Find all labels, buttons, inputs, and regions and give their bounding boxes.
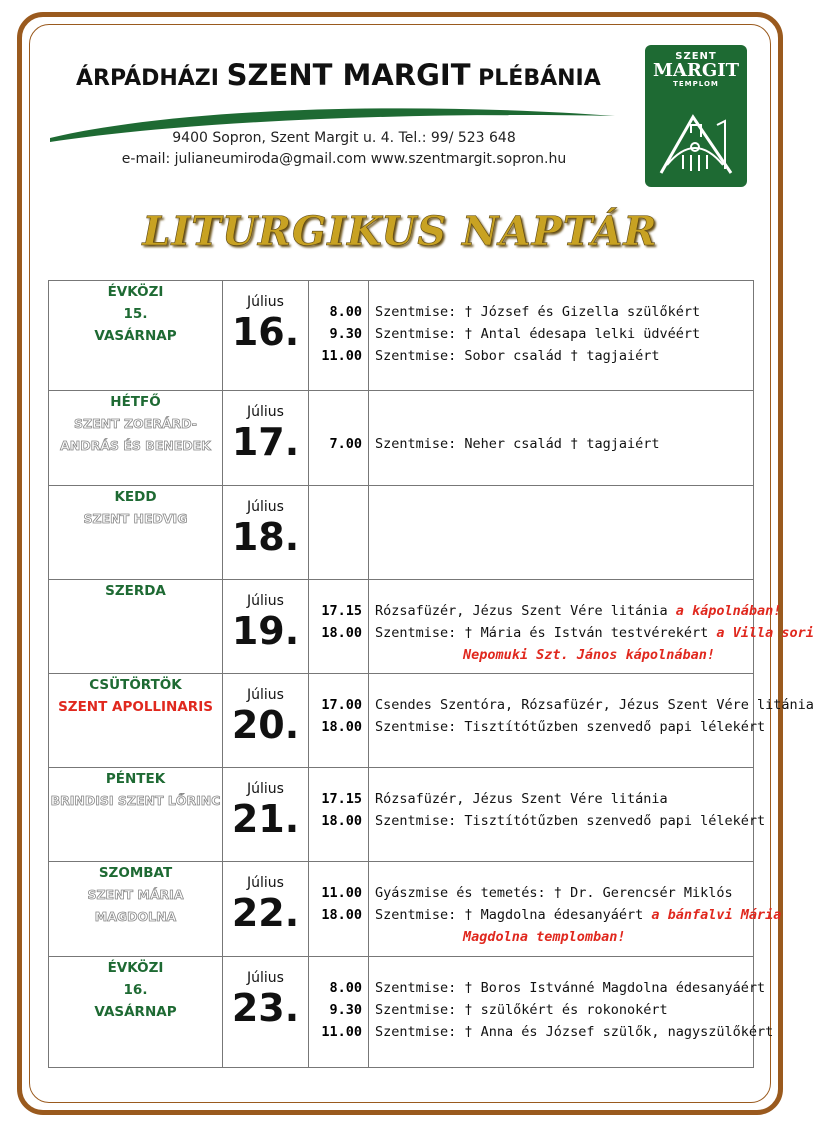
calendar-row xyxy=(49,957,754,1068)
day-name-line: MAGDOLNA xyxy=(94,909,177,924)
event-text: Gyászmise és temetés: † Dr. Gerencsér Miklós xyxy=(375,885,733,901)
event-description xyxy=(375,788,753,810)
day-name-line: KEDD xyxy=(114,489,157,505)
month-label: Július xyxy=(247,687,284,703)
times-cell xyxy=(309,486,369,580)
event-text: Rózsafüzér, Jézus Szent Vére litánia xyxy=(375,603,676,619)
day-name-line: ÉVKÖZI xyxy=(107,960,164,976)
event-description xyxy=(375,904,782,926)
event-description xyxy=(375,622,814,644)
day-number: 19. xyxy=(231,609,300,653)
day-name-cell xyxy=(49,957,223,1068)
day-number: 16. xyxy=(231,310,300,354)
mass-time: 11.00 xyxy=(321,348,362,364)
mass-time: 11.00 xyxy=(321,1024,362,1040)
location-highlight: a kápolnában! xyxy=(675,603,782,619)
mass-time: 8.00 xyxy=(329,980,362,996)
description-cell xyxy=(369,281,754,391)
description-cell xyxy=(369,957,774,1068)
day-name-cell xyxy=(49,768,223,862)
event-text: Szentmise: † Boros Istvánné Magdolna édesanyáért xyxy=(375,980,766,996)
times-cell xyxy=(309,674,369,768)
day-name-line: SZOMBAT xyxy=(98,865,173,881)
parish-name xyxy=(76,58,601,92)
event-description xyxy=(375,301,753,323)
day-name-line: 15. xyxy=(123,306,148,322)
page-title: LITURGIKUS NAPTÁR xyxy=(142,208,658,255)
month-label: Július xyxy=(247,781,284,797)
month-label: Július xyxy=(247,875,284,891)
calendar-row xyxy=(49,862,754,957)
church-drawing-icon xyxy=(655,103,737,181)
day-name-line: ÉVKÖZI xyxy=(107,284,164,300)
mass-time: 17.00 xyxy=(321,697,362,713)
contact-line: e-mail: julianeumiroda@gmail.com www.szentmargit.sopron.hu xyxy=(121,151,567,167)
mass-time: 9.30 xyxy=(329,326,362,342)
mass-time: 17.15 xyxy=(321,603,362,619)
event-text: Szentmise: Tisztítótűzben szenvedő papi lélekért xyxy=(375,813,766,829)
calendar-row xyxy=(49,674,754,768)
day-name-line: VASÁRNAP xyxy=(94,1004,177,1020)
day-name-cell xyxy=(49,486,223,580)
address-line: 9400 Sopron, Szent Margit u. 4. Tel.: 99/ 523 648 xyxy=(172,130,516,146)
mass-time: 18.00 xyxy=(321,625,362,641)
day-number: 23. xyxy=(231,986,300,1030)
date-cell xyxy=(223,768,309,862)
calendar-row xyxy=(49,281,754,391)
mass-time xyxy=(309,411,362,433)
day-name-line: CSÜTÖRTÖK xyxy=(89,677,182,693)
day-name-line: BRINDISI SZENT LŐRINC xyxy=(50,793,221,808)
mass-time: 7.00 xyxy=(329,436,362,452)
location-highlight: Nepomuki Szt. János kápolnában! xyxy=(463,647,715,663)
month-label: Július xyxy=(247,499,284,515)
day-name-line: SZENT APOLLINARIS xyxy=(58,699,213,715)
times-cell xyxy=(309,281,369,391)
event-text: Szentmise: Neher család † tagjaiért xyxy=(375,436,660,452)
mass-time: 9.30 xyxy=(329,1002,362,1018)
date-cell xyxy=(223,862,309,957)
event-description xyxy=(375,999,753,1021)
event-description xyxy=(375,433,753,455)
day-number: 21. xyxy=(231,797,300,841)
month-label: Július xyxy=(247,404,284,420)
day-name-line: SZERDA xyxy=(105,583,166,599)
mass-time: 17.15 xyxy=(321,791,362,807)
logo-text-3: TEMPLOM xyxy=(673,80,719,88)
day-name-line: SZENT ZOERÁRD- xyxy=(74,416,197,431)
description-cell xyxy=(369,862,782,957)
calendar-row xyxy=(49,580,754,674)
date-cell xyxy=(223,281,309,391)
day-number: 18. xyxy=(231,515,300,559)
event-description xyxy=(375,926,753,948)
event-description xyxy=(375,810,766,832)
calendar-row xyxy=(49,768,754,862)
day-name-cell xyxy=(49,281,223,391)
location-highlight: a Villa sori xyxy=(716,625,814,641)
event-text: Rózsafüzér, Jézus Szent Vére litánia xyxy=(375,791,668,807)
parish-name-prefix: ÁRPÁDHÁZI xyxy=(76,66,227,91)
description-cell xyxy=(369,768,766,862)
times-cell xyxy=(309,580,369,674)
event-description xyxy=(375,600,782,622)
event-text: Szentmise: † Mária és István testvérekért xyxy=(375,625,717,641)
logo-text-1: SZENT xyxy=(675,51,717,62)
event-text: Csendes Szentóra, Rózsafüzér, Jézus Szent Vére litánia xyxy=(375,697,814,713)
event-description xyxy=(375,882,753,904)
date-cell xyxy=(223,580,309,674)
event-description xyxy=(375,644,753,666)
day-name-line: SZENT MÁRIA xyxy=(87,887,184,902)
day-name-line: PÉNTEK xyxy=(105,771,166,787)
day-name-cell xyxy=(49,674,223,768)
times-cell xyxy=(309,862,369,957)
parish-name-suffix: PLÉBÁNIA xyxy=(470,66,601,91)
day-name-cell xyxy=(49,580,223,674)
parish-name-main: SZENT MARGIT xyxy=(226,58,471,92)
day-number: 20. xyxy=(231,703,300,747)
event-text: Szentmise: Tisztítótűzben szenvedő papi lélekért xyxy=(375,719,766,735)
description-cell xyxy=(369,580,814,674)
day-number: 17. xyxy=(231,420,300,464)
month-label: Július xyxy=(247,593,284,609)
calendar-row xyxy=(49,391,754,486)
times-cell xyxy=(309,768,369,862)
location-highlight: Magdolna templomban! xyxy=(463,929,626,945)
month-label: Július xyxy=(247,970,284,986)
liturgical-calendar-table xyxy=(48,280,814,1068)
event-text: Szentmise: Sobor család † tagjaiért xyxy=(375,348,660,364)
event-text: Szentmise: † Magdolna édesanyáért xyxy=(375,907,652,923)
event-description xyxy=(375,694,814,716)
mass-time: 18.00 xyxy=(321,907,362,923)
day-name-cell xyxy=(49,391,223,486)
mass-time: 11.00 xyxy=(321,885,362,901)
event-description xyxy=(375,716,766,738)
church-logo xyxy=(645,45,747,187)
date-cell xyxy=(223,391,309,486)
event-text: Szentmise: † József és Gizella szülőkért xyxy=(375,304,701,320)
day-name-cell xyxy=(49,862,223,957)
description-cell xyxy=(369,674,814,768)
location-highlight: a bánfalvi Mária xyxy=(651,907,782,923)
day-name-line: HÉTFŐ xyxy=(110,394,161,410)
description-cell xyxy=(369,486,754,580)
event-description xyxy=(375,345,753,367)
day-name-line: 16. xyxy=(123,982,148,998)
date-cell xyxy=(223,486,309,580)
event-text: Szentmise: † Antal édesapa lelki üdvéért xyxy=(375,326,701,342)
description-cell xyxy=(369,391,754,486)
month-label: Július xyxy=(247,294,284,310)
event-text: Szentmise: † Anna és József szülők, nagyszülőkért xyxy=(375,1024,774,1040)
event-description xyxy=(375,323,753,345)
times-cell xyxy=(309,957,369,1068)
event-text: Szentmise: † szülőkért és rokonokért xyxy=(375,1002,668,1018)
mass-time: 8.00 xyxy=(329,304,362,320)
day-name-line: ANDRÁS ÉS BENEDEK xyxy=(60,438,211,453)
day-name-line: SZENT HEDVIG xyxy=(83,511,188,526)
day-name-line: VASÁRNAP xyxy=(94,328,177,344)
calendar-row xyxy=(49,486,754,580)
date-cell xyxy=(223,957,309,1068)
day-number: 22. xyxy=(231,891,300,935)
event-description xyxy=(375,1021,774,1043)
date-cell xyxy=(223,674,309,768)
logo-text-2: MARGIT xyxy=(652,60,740,81)
mass-time: 18.00 xyxy=(321,813,362,829)
event-description xyxy=(375,977,766,999)
mass-time: 18.00 xyxy=(321,719,362,735)
event-description xyxy=(375,411,753,433)
times-cell xyxy=(309,391,369,486)
